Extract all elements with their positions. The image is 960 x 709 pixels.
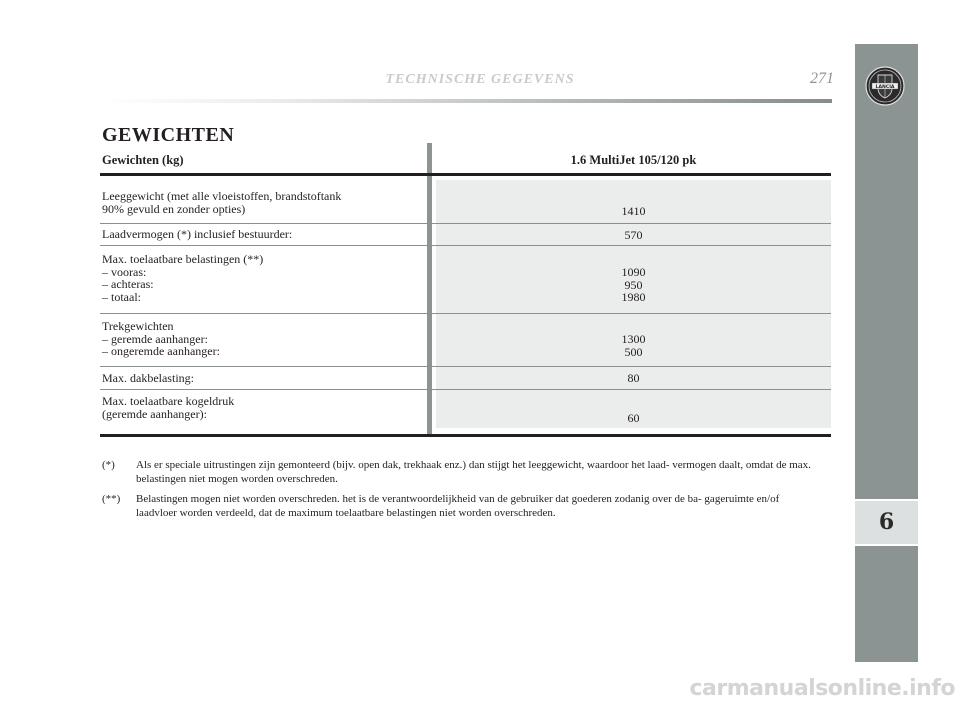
row-label-dakbelasting: Max. dakbelasting: — [102, 371, 194, 385]
section-title: GEWICHTEN — [102, 124, 235, 146]
watermark-text: carmanualsonline.info — [689, 676, 955, 701]
row-label-trekgewichten: Trekgewichten – geremde aanhanger: – ongeremde aanhanger: — [102, 319, 220, 358]
sidebar-divider — [855, 544, 918, 546]
footnote-text: Als er speciale uitrustingen zijn gemonteerd (bijv. open dak, trekhaak enz.) dan stijgt het leeggewicht, waardoor het laad- vermogen daalt, omdat de max. belastingen niet mogen worden overschreden. — [136, 459, 811, 485]
row-divider — [100, 366, 831, 367]
chapter-number[interactable]: 6 — [878, 509, 895, 535]
row-divider — [100, 313, 831, 314]
footnote-mark: (**) — [102, 493, 121, 505]
table-header-label: Gewichten (kg) — [102, 153, 184, 167]
table-bottom-rule — [100, 434, 831, 437]
row-divider — [100, 223, 831, 224]
footnote-1 — [102, 458, 822, 486]
row-label-kogeldruk: Max. toelaatbare kogeldruk (geremde aanhanger): — [102, 394, 235, 421]
footnote-mark: (*) — [102, 459, 115, 471]
header-rule — [100, 99, 832, 103]
table-header-engine: 1.6 MultiJet 105/120 pk — [570, 153, 697, 167]
footnote-2 — [102, 492, 822, 520]
row-label-laadvermogen: Laadvermogen (*) inclusief bestuurder: — [102, 227, 293, 241]
chapter-sidebar — [855, 44, 918, 662]
row-divider — [100, 245, 831, 246]
lancia-shield-logo-icon — [865, 66, 905, 106]
page-header-title: TECHNISCHE GEGEVENS — [385, 72, 575, 87]
row-value-max-belastingen: 1090 950 1980 — [621, 265, 646, 304]
row-value-trekgewichten: 1300 500 — [621, 332, 646, 359]
row-value-leeggewicht: 1410 — [621, 204, 646, 218]
row-divider — [100, 389, 831, 390]
row-value-dakbelasting: 80 — [627, 371, 640, 385]
row-label-max-belastingen: Max. toelaatbare belastingen (**) – vooras: – achteras: – totaal: — [102, 252, 264, 304]
page-number: 271 — [810, 70, 834, 87]
table-top-rule — [100, 173, 831, 176]
row-value-laadvermogen: 570 — [624, 228, 643, 242]
logo-text: LANCIA — [875, 84, 895, 90]
row-value-kogeldruk: 60 — [627, 411, 640, 425]
column-divider — [427, 143, 432, 435]
footnote-text: Belastingen mogen niet worden overschreden. het is de verantwoordelijkheid van de gebruiker dat goederen zodanig over de ba- gageruimte en/of laadvloer worden verdeeld, dat de maximum toelaatbare belastingen niet worden overschreden. — [136, 493, 780, 519]
row-label-leeggewicht: Leeggewicht (met alle vloeistoffen, brandstoftank 90% gevuld en zonder opties) — [102, 189, 342, 216]
